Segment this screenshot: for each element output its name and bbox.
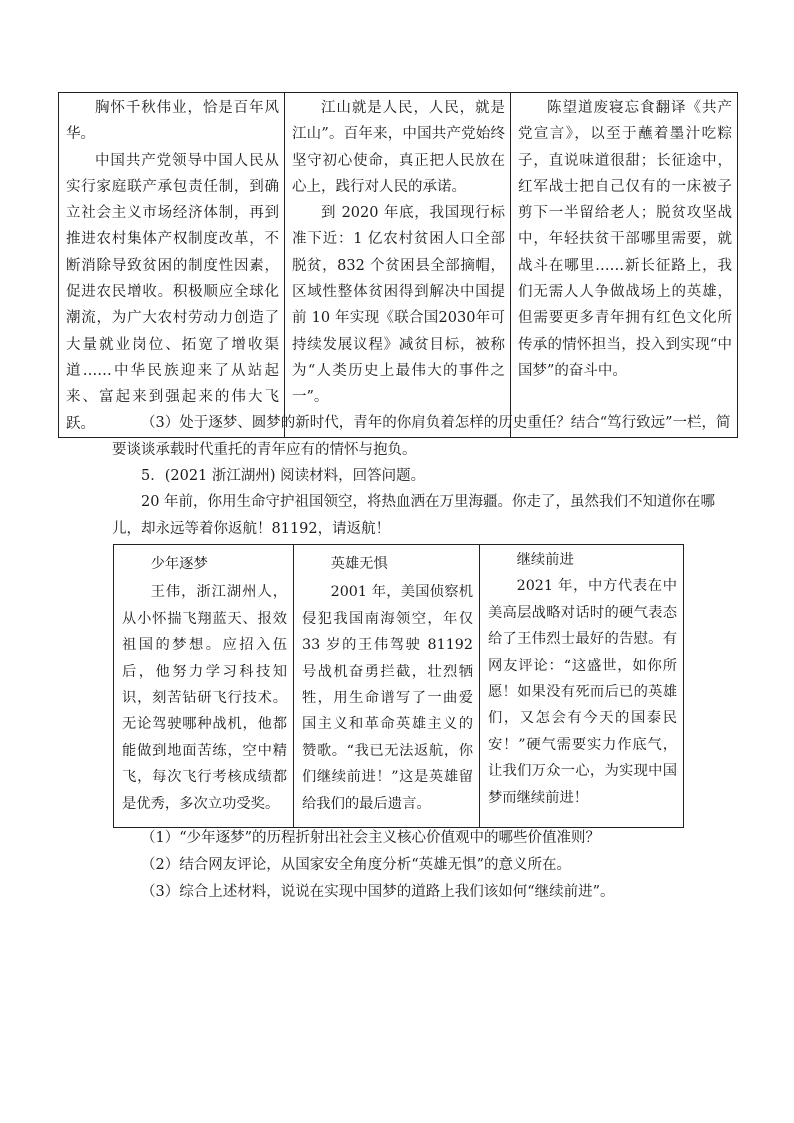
table2-col2-heading: 英雄无惧 <box>330 556 388 572</box>
table1-col3-para1: 陈望道废寝忘食翻译《共产党宣言》，以至于蘸着墨汁吃粽子，直说味道很甜；长征途中，红军战士把自己仅有的一床被子剪下一半留给老人；脱贫攻坚战中，年轻扶贫干部哪里需要，就战斗在哪里……新长征路上，我们无需人人争做战场上的英雄，但需要更多青年拥有红色文化所传承的情怀担当，投入到实现“中国梦”的奋斗中。 <box>518 100 732 379</box>
table1-cell-2 <box>285 93 511 438</box>
question-5-title: 5．(2021 浙江湖州) 阅读材料，回答问题。 <box>141 468 426 484</box>
table1-col2-para1: 江山就是人民，人民，就是江山”。百年来，中国共产党始终坚守初心使命，真正把人民放在心上，践行对人民的承诺。 <box>292 100 505 195</box>
table1-cell-1 <box>59 93 285 438</box>
question-3: （3）综合上述材料，说说在实现中国梦的道路上我们该如何“继续前进”。 <box>141 884 615 900</box>
table2-col1-body: 王伟，浙江湖州人，从小怀揣飞翔蓝天、报效祖国的梦想。应招入伍后，他努力学习科技知识，刻苦钻研飞行技术。无论驾驶哪种战机，他都能做到地面苦练，空中精飞，每次飞行考核成绩都是优秀，多次立功受奖。 <box>122 584 287 812</box>
table2-col3-body: 2021 年，中方代表在中美高层战略对话时的硬气表态给了王伟烈士最好的告慰。有网友评论：“这盛世，如你所愿！如果没有死而后已的英雄们，又怎会有今天的国泰民安！”硬气需要实力作底气，让我们万众一心，为实现中国梦而继续前进！ <box>488 578 677 806</box>
table1-col1-para1: 胸怀千秋伟业，恰是百年风华。 <box>66 100 279 143</box>
table2-col1-heading: 少年逐梦 <box>150 556 208 572</box>
question-3-youth-responsibility: （3）处于逐梦、圆梦的新时代，青年的你肩负着怎样的历史重任？结合“笃行致远”一栏，简要谈谈承载时代重托的青年应有的情怀与抱负。 <box>112 415 731 458</box>
table2-cell-hero-fearless <box>294 545 480 828</box>
table2-col3-heading: 继续前进 <box>516 552 574 568</box>
table2-cell-youth-dream <box>114 545 294 828</box>
material-table-wang-wei <box>113 544 684 828</box>
table1-col1-para2: 中国共产党领导中国人民从实行家庭联产承包责任制，到确立社会主义市场经济体制，再到推进农村集体产权制度改革，不断消除导致贫困的制度性因素，促进农民增收。积极顺应全球化潮流，为广大农村劳动力创造了大量就业岗位、拓宽了增收渠道……中华民族迎来了从站起来、富起来到强起来的伟大飞跃。 <box>66 152 279 432</box>
question-2: （2）结合网友评论，从国家安全角度分析“英雄无惧”的意义所在。 <box>141 857 572 873</box>
question-1: （1）“少年逐梦”的历程折射出社会主义核心价值观中的哪些价值准则？ <box>141 830 601 846</box>
material-table-party-history <box>58 92 738 438</box>
table2-col2-body: 2001 年，美国侦察机侵犯我国南海领空，年仅 33 岁的王伟驾驶 81192 号战机奋勇拦截，壮烈牺牲，用生命谱写了一曲爱国主义和革命英雄主义的赞歌。“我已无法返航，你们继续前进！”这是英雄留给我们的最后遗言。 <box>302 584 473 812</box>
table2-cell-keep-going <box>480 545 684 828</box>
table1-cell-3 <box>511 93 738 438</box>
question-5-intro: 20 年前，你用生命守护祖国领空，将热血洒在万里海疆。你走了，虽然我们不知道你在哪儿，却永远等着你返航！81192，请返航！ <box>112 494 716 537</box>
table1-col2-para2: 到 2020 年底，我国现行标准下近：1 亿农村贫困人口全部脱贫，832 个贫困县全部摘帽，区域性整体贫困得到解决中国提前 10 年实现《联合国2030年可持续发展议程》减贫目标，被称为“人类历史上最伟大的事件之一”。 <box>292 205 505 406</box>
